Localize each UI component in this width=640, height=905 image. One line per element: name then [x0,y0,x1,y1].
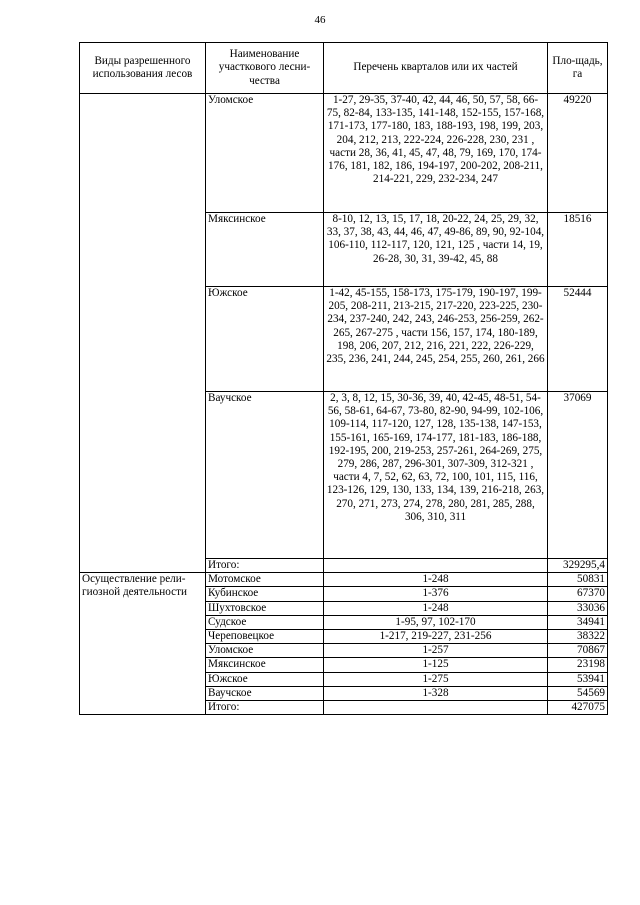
area-cell: 54569 [548,686,608,700]
forest-name-cell: Южское [206,287,324,392]
quarters-cell: 1-217, 219-227, 231-256 [324,630,548,644]
forest-name-cell: Южское [206,672,324,686]
quarters-cell: 1-95, 97, 102-170 [324,615,548,629]
use-type-cell-empty [80,94,206,573]
area-cell: 52444 [548,287,608,392]
forest-name-cell: Уломское [206,644,324,658]
forest-name-cell: Судское [206,615,324,629]
table-header-row [80,43,608,94]
area-cell: 37069 [548,392,608,559]
forest-name-cell: Ваучское [206,686,324,700]
total-value: 427075 [548,701,608,715]
area-cell: 53941 [548,672,608,686]
forest-name-cell: Мотомское [206,573,324,587]
forest-name-cell: Мяксинское [206,658,324,672]
header-area: Пло-щадь, га [548,43,608,94]
quarters-cell: 1-248 [324,601,548,615]
total-empty-cell [324,559,548,573]
total-empty-cell [324,701,548,715]
total-value: 329295,4 [548,559,608,573]
area-cell: 49220 [548,94,608,213]
quarters-cell: 1-275 [324,672,548,686]
header-quarters: Перечень кварталов или их частей [324,43,548,94]
forest-name-cell: Череповецкое [206,630,324,644]
header-forest-district: Наименование участкового лесни-чества [206,43,324,94]
area-cell: 18516 [548,213,608,287]
quarters-cell: 1-42, 45-155, 158-173, 175-179, 190-197, 199-205, 208-211, 213-215, 217-220, 223-225, 230-234, 237-240, 242, 243, 246-253, 256-259, 262-265, 267-275 , части 156, 157, 174, 180-189, 198, 206, 207, 212, 216, 221, 222, 226-229, 235, 236, 241, 244, 245, 254, 255, 260, 261, 266 [324,287,548,392]
area-cell: 23198 [548,658,608,672]
forest-use-table [79,42,608,715]
use-type-cell: Осуществление рели-гиозной деятельности [80,573,206,715]
area-cell: 38322 [548,630,608,644]
table-row [80,573,608,587]
quarters-cell: 1-376 [324,587,548,601]
page-number: 46 [314,14,326,26]
forest-name-cell: Уломское [206,94,324,213]
table-row [80,94,608,213]
quarters-cell: 1-125 [324,658,548,672]
quarters-cell: 2, 3, 8, 12, 15, 30-36, 39, 40, 42-45, 48-51, 54-56, 58-61, 64-67, 73-80, 82-90, 94-99, 102-106, 109-114, 117-120, 127, 128, 135-138, 147-153, 155-161, 165-169, 174-177, 181-183, 186-188, 192-195, 200, 219-253, 257-261, 264-269, 275, 279, 286, 287, 296-301, 307-309, 312-321 , части 4, 7, 52, 62, 63, 72, 100, 101, 115, 116, 123-126, 129, 130, 133, 134, 139, 216-218, 263, 270, 271, 273, 274, 278, 280, 281, 285, 288, 306, 310, 311 [324,392,548,559]
area-cell: 34941 [548,615,608,629]
quarters-cell: 1-257 [324,644,548,658]
quarters-cell: 1-27, 29-35, 37-40, 42, 44, 46, 50, 57, 58, 66-75, 82-84, 133-135, 141-148, 152-155, 157-168, 171-173, 177-180, 183, 188-193, 198, 199, 203, 204, 212, 213, 222-224, 226-228, 230, 231 , части 28, 36, 41, 45, 47, 48, 79, 169, 170, 174-176, 181, 182, 186, 194-197, 200-202, 208-211, 214-221, 229, 232-234, 247 [324,94,548,213]
forest-name-cell: Мяксинское [206,213,324,287]
area-cell: 33036 [548,601,608,615]
quarters-cell: 8-10, 12, 13, 15, 17, 18, 20-22, 24, 25, 29, 32, 33, 37, 38, 43, 44, 46, 47, 49-86, 89, 90, 92-104, 106-110, 112-117, 120, 121, 125 , части 14, 19, 26-28, 30, 31, 39-42, 45, 88 [324,213,548,287]
quarters-cell: 1-328 [324,686,548,700]
forest-name-cell: Шухтовское [206,601,324,615]
total-label: Итого: [206,701,324,715]
forest-name-cell: Кубинское [206,587,324,601]
area-cell: 70867 [548,644,608,658]
forest-name-cell: Ваучское [206,392,324,559]
area-cell: 67370 [548,587,608,601]
area-cell: 50831 [548,573,608,587]
total-label: Итого: [206,559,324,573]
quarters-cell: 1-248 [324,573,548,587]
header-use-type: Виды разрешенного использования лесов [80,43,206,94]
